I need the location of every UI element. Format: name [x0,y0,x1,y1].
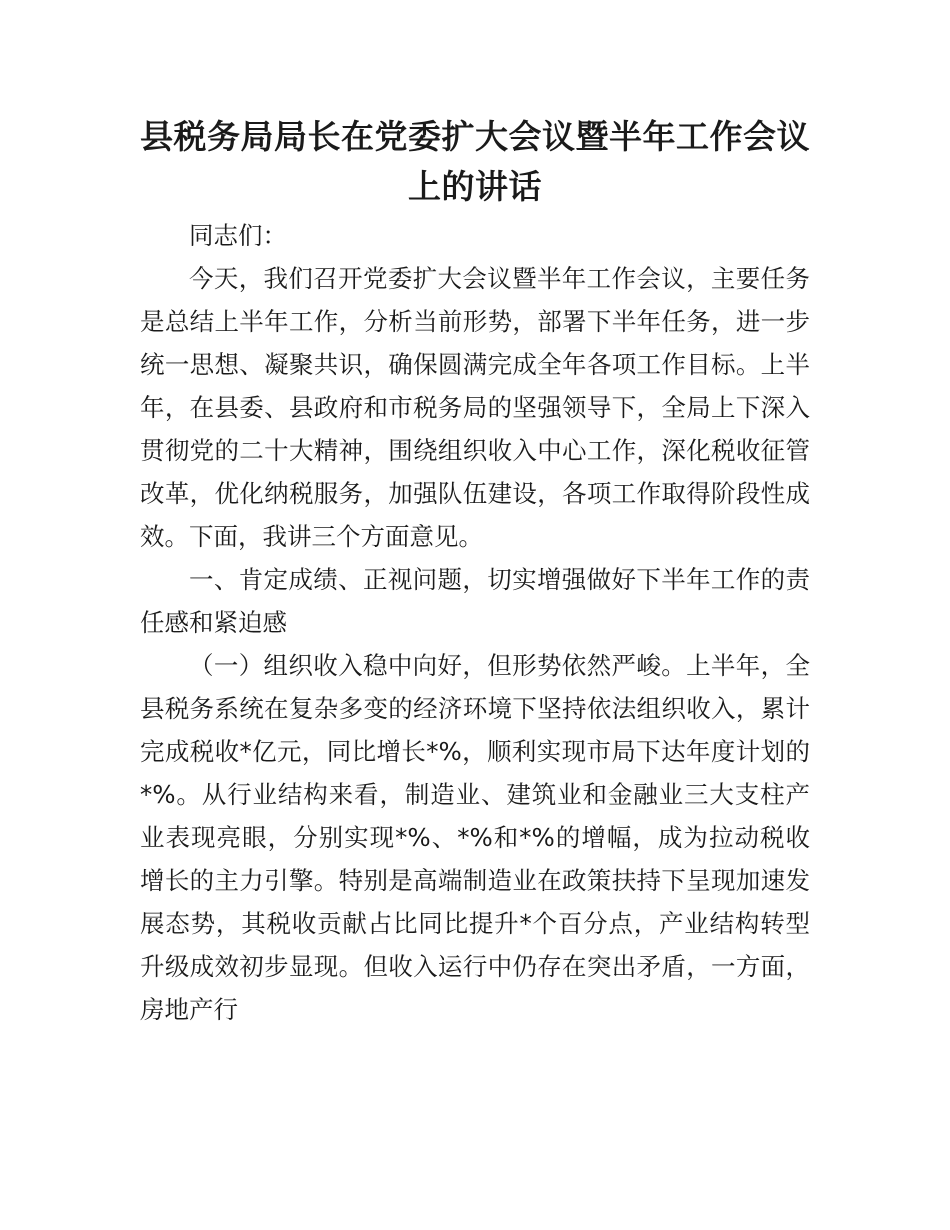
section-heading-1: 一、肯定成绩、正视问题，切实增强做好下半年工作的责任感和紧迫感 [140,565,810,637]
document-title: 县税务局局长在党委扩大会议暨半年工作会议上的讲话 [140,117,810,206]
paragraph-subsection-1: （一）组织收入稳中向好，但形势依然严峻。上半年，全县税务系统在复杂多变的经济环境下坚持依法组织收入，累计完成税收*亿元，同比增长*%，顺利实现市局下达年度计划的*%。从行业结构来看，制造业、建筑业和金融业三大支柱产业表现亮眼，分别实现*%、*%和*%的增幅，成为拉动税收增长的主力引擎。特别是高端制造业在政策扶持下呈现加速发展态势，其税收贡献占比同比提升*个百分点，产业结构转型升级成效初步显现。但收入运行中仍存在突出矛盾，一方面，房地产行 [140,651,810,1024]
document-body [140,214,810,1031]
paragraph-intro: 今天，我们召开党委扩大会议暨半年工作会议，主要任务是总结上半年工作，分析当前形势，部署下半年任务，进一步统一思想、凝聚共识，确保圆满完成全年各项工作目标。上半年，在县委、县政府和市税务局的坚强领导下，全局上下深入贯彻党的二十大精神，围绕组织收入中心工作，深化税收征管改革，优化纳税服务，加强队伍建设，各项工作取得阶段性成效。下面，我讲三个方面意见。 [140,264,810,551]
greeting: 同志们： [189,221,287,250]
